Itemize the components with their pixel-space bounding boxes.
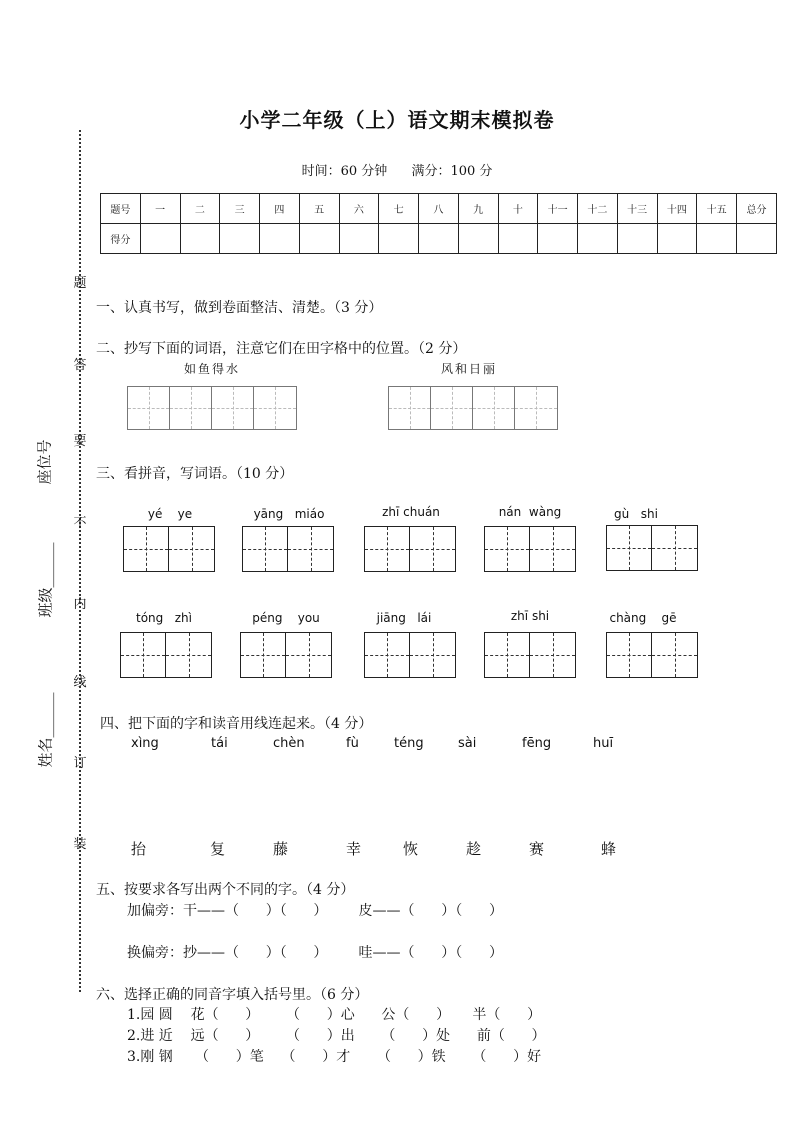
full-score: 满分：100 分 — [411, 164, 493, 179]
score-column-header: 二 — [180, 194, 220, 224]
pinyin-label: jiāng lái — [376, 611, 432, 625]
class-field[interactable]: 班级______ — [36, 542, 55, 618]
answer-grid[interactable] — [606, 632, 698, 678]
seal-char: 答 — [73, 358, 87, 373]
pinyin-label: yé ye — [147, 507, 193, 521]
question-4: 四、把下面的字和读音用线连起来。（4 分） — [100, 716, 373, 732]
pinyin-option[interactable]: fù — [346, 736, 359, 751]
radical-add-line[interactable]: 加偏旁：干——（ ）（ ） 皮——（ ）（ ） — [127, 903, 503, 919]
seal-char: 内 — [73, 597, 87, 612]
char-option[interactable]: 蜂 — [601, 840, 617, 858]
score-table-header-row — [101, 194, 777, 224]
score-cell[interactable] — [578, 224, 618, 254]
pinyin-option[interactable]: huī — [593, 736, 614, 751]
score-cell[interactable] — [419, 224, 459, 254]
seal-char: 订 — [73, 756, 87, 771]
pinyin-label: zhī shi — [510, 609, 550, 623]
score-column-header: 四 — [260, 194, 300, 224]
pinyin-option[interactable]: fēng — [522, 736, 552, 751]
score-column-header: 六 — [339, 194, 379, 224]
seal-char: 题 — [73, 276, 87, 291]
score-column-header: 十二 — [578, 194, 618, 224]
question-3: 三、看拼音，写词语。（10 分） — [96, 466, 294, 482]
page-title: 小学二年级（上）语文期末模拟卷 — [239, 108, 555, 132]
score-cell[interactable] — [220, 224, 260, 254]
score-cell[interactable] — [617, 224, 657, 254]
char-option[interactable]: 藤 — [273, 840, 289, 858]
score-cell[interactable] — [697, 224, 737, 254]
seal-char: 线 — [73, 675, 87, 690]
char-option[interactable]: 抬 — [131, 840, 147, 858]
answer-grid[interactable] — [484, 632, 576, 678]
score-cell[interactable] — [140, 224, 180, 254]
pinyin-label: nán wàng — [498, 505, 562, 519]
answer-grid[interactable] — [606, 525, 698, 571]
answer-grid[interactable] — [120, 632, 212, 678]
score-cell[interactable] — [498, 224, 538, 254]
score-column-header: 八 — [419, 194, 459, 224]
homophone-line[interactable]: 1.园 圆 花（ ） （ ）心 公（ ） 半（ ） — [127, 1007, 542, 1023]
seat-number-label: 座位号 — [35, 439, 54, 485]
homophone-line[interactable]: 2.进 近 远（ ） （ ）出 （ ）处 前（ ） — [127, 1028, 546, 1044]
pinyin-option[interactable]: sài — [458, 736, 477, 751]
pinyin-option[interactable]: xìng — [131, 736, 159, 751]
homophone-line[interactable]: 3.刚 钢 （ ）笔 （ ）才 （ ）铁 （ ）好 — [127, 1049, 542, 1065]
answer-grid[interactable] — [123, 526, 215, 572]
answer-grid[interactable] — [240, 632, 332, 678]
time-limit: 时间：60 分钟 — [301, 164, 388, 179]
copy-word: 风和日丽 — [441, 362, 498, 376]
char-option[interactable]: 幸 — [346, 840, 362, 858]
char-option[interactable]: 复 — [210, 840, 226, 858]
answer-grid[interactable] — [484, 526, 576, 572]
score-column-header: 十 — [498, 194, 538, 224]
score-cell[interactable] — [737, 224, 777, 254]
score-cell[interactable] — [458, 224, 498, 254]
copy-word: 如鱼得水 — [184, 362, 241, 376]
tianzi-grid[interactable] — [388, 386, 558, 430]
answer-grid[interactable] — [364, 632, 456, 678]
score-table-score-row — [101, 224, 777, 254]
pinyin-label: yāng miáo — [253, 507, 325, 521]
score-column-header: 一 — [140, 194, 180, 224]
score-column-header: 七 — [379, 194, 419, 224]
score-column-header: 十一 — [538, 194, 578, 224]
question-6: 六、选择正确的同音字填入括号里。（6 分） — [96, 987, 369, 1003]
radical-change-line[interactable]: 换偏旁：抄——（ ）（ ） 哇——（ ）（ ） — [127, 945, 503, 961]
score-column-header: 十四 — [657, 194, 697, 224]
score-column-header: 十三 — [617, 194, 657, 224]
tianzi-grid[interactable] — [127, 386, 297, 430]
pinyin-label: gù shi — [614, 507, 658, 521]
score-cell[interactable] — [180, 224, 220, 254]
answer-grid[interactable] — [364, 526, 456, 572]
char-option[interactable]: 趁 — [466, 840, 482, 858]
pinyin-label: chàng gē — [609, 611, 677, 625]
question-1: 一、认真书写，做到卷面整洁、清楚。（3 分） — [96, 300, 383, 316]
pinyin-label: zhī chuán — [382, 505, 440, 519]
score-cell[interactable] — [260, 224, 300, 254]
score-cell[interactable] — [299, 224, 339, 254]
seal-char: 装 — [73, 837, 87, 852]
pinyin-label: tóng zhì — [136, 611, 192, 625]
score-column-header: 九 — [458, 194, 498, 224]
char-option[interactable]: 赛 — [529, 840, 545, 858]
score-column-header: 总分 — [737, 194, 777, 224]
header-label: 题号 — [101, 194, 141, 224]
score-column-header: 五 — [299, 194, 339, 224]
row-label: 得分 — [101, 224, 141, 254]
score-column-header: 十五 — [697, 194, 737, 224]
score-column-header: 三 — [220, 194, 260, 224]
score-cell[interactable] — [339, 224, 379, 254]
answer-grid[interactable] — [242, 526, 334, 572]
pinyin-label: péng you — [252, 611, 320, 625]
score-cell[interactable] — [657, 224, 697, 254]
pinyin-option[interactable]: téng — [394, 736, 424, 751]
pinyin-option[interactable]: tái — [211, 736, 228, 751]
seal-char: 不 — [73, 516, 87, 531]
pinyin-option[interactable]: chèn — [273, 736, 305, 751]
score-cell[interactable] — [538, 224, 578, 254]
question-5: 五、按要求各写出两个不同的字。（4 分） — [96, 882, 355, 898]
seal-char: 要 — [73, 434, 87, 449]
question-2: 二、抄写下面的词语，注意它们在田字格中的位置。（2 分） — [96, 341, 467, 357]
name-field[interactable]: 姓名______ — [36, 692, 55, 768]
score-table — [100, 193, 777, 254]
exam-info — [0, 160, 794, 179]
score-cell[interactable] — [379, 224, 419, 254]
binding-dotted-line — [79, 130, 81, 992]
char-option[interactable]: 恢 — [403, 840, 419, 858]
